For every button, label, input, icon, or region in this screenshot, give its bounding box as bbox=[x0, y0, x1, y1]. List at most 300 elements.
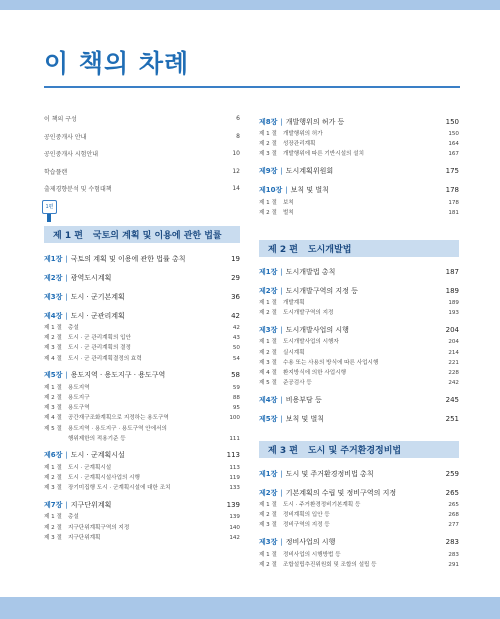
chapter-separator: | bbox=[285, 186, 288, 195]
chapter-number: 제4장 bbox=[259, 395, 278, 404]
front-matter-page: 10 bbox=[232, 150, 240, 158]
section-heading bbox=[44, 413, 169, 423]
chapter-heading bbox=[44, 311, 125, 321]
chapter-title: 광역도시계획 bbox=[70, 273, 112, 282]
chapter-title: 도시개발구역의 지정 등 bbox=[285, 286, 358, 295]
section-row bbox=[44, 413, 240, 423]
section-page: 100 bbox=[229, 415, 240, 422]
section-number: 제 3 절 bbox=[259, 151, 277, 158]
section-page: 167 bbox=[448, 151, 459, 158]
front-matter-page: 14 bbox=[232, 185, 240, 193]
chapter-number: 제2장 bbox=[259, 286, 278, 295]
chapter-heading bbox=[259, 166, 333, 176]
chapter-row bbox=[259, 392, 459, 407]
section-title: 도시 · 주거환경정비기본계획 등 bbox=[283, 502, 361, 508]
front-matter-label: 학습플랜 bbox=[44, 168, 68, 176]
section-heading bbox=[44, 424, 167, 434]
chapter-number: 제4장 bbox=[44, 311, 63, 320]
section-heading bbox=[259, 337, 339, 347]
chapter-row bbox=[259, 535, 459, 550]
section-page: 283 bbox=[448, 551, 459, 558]
chapter-title: 비용부담 등 bbox=[285, 395, 322, 404]
section-title: 지구단위계획 bbox=[68, 534, 101, 541]
section-number: 제 1 절 bbox=[259, 339, 277, 346]
chapter-title: 용도지역 · 용도지구 · 용도구역 bbox=[70, 371, 166, 380]
section-page: 204 bbox=[448, 339, 459, 346]
section-number: 제 2 절 bbox=[44, 335, 62, 342]
section-heading bbox=[259, 500, 360, 510]
section-title: 총설 bbox=[68, 514, 79, 521]
section-title: 도시개발구역의 지정 bbox=[283, 310, 334, 317]
section-page: 119 bbox=[229, 475, 240, 482]
section-row bbox=[259, 149, 459, 159]
section-heading bbox=[259, 560, 377, 570]
section-title: 개발계획 bbox=[283, 300, 305, 306]
section-page: 189 bbox=[448, 300, 459, 306]
section-number: 제 2 절 bbox=[44, 394, 62, 401]
front-matter-item bbox=[44, 110, 240, 128]
section-number: 제 4 절 bbox=[44, 355, 62, 362]
chapter-gap bbox=[259, 570, 459, 574]
section-title: 도시 · 군 관리계획의 입안 bbox=[68, 335, 131, 342]
chapter-number: 제5장 bbox=[259, 414, 278, 423]
chapter-heading bbox=[44, 370, 165, 380]
chapter-separator: | bbox=[65, 500, 68, 509]
section-title: 도시 · 군 관리계획결정의 효력 bbox=[68, 355, 142, 362]
section-title: 도시 · 군 관리계획의 결정 bbox=[68, 345, 131, 352]
section-number: 제 4 절 bbox=[259, 369, 277, 376]
section-number: 제 2 절 bbox=[259, 141, 277, 148]
section-heading bbox=[259, 308, 333, 318]
chapter-page: 251 bbox=[445, 414, 459, 423]
section-heading bbox=[44, 512, 79, 522]
chapter-row bbox=[44, 368, 240, 383]
chapter-page: 178 bbox=[445, 186, 459, 195]
chapter-page: 187 bbox=[445, 267, 459, 276]
chapter-page: 42 bbox=[231, 311, 240, 320]
chapter-page: 175 bbox=[445, 167, 459, 176]
chapter-heading bbox=[259, 414, 324, 424]
chapter-heading bbox=[259, 185, 329, 195]
section-heading bbox=[259, 208, 294, 218]
section-heading bbox=[259, 510, 330, 520]
section-row bbox=[44, 323, 240, 333]
section-heading bbox=[44, 323, 79, 333]
chapter-row bbox=[44, 270, 240, 285]
chapter-separator: | bbox=[280, 117, 283, 126]
chapter-heading bbox=[259, 469, 374, 479]
top-decor-band bbox=[0, 0, 500, 10]
part-1-chapters bbox=[44, 251, 240, 547]
chapter-separator: | bbox=[280, 469, 283, 478]
section-heading bbox=[259, 129, 323, 139]
section-number: 제 3 절 bbox=[259, 522, 277, 529]
chapter-page: 36 bbox=[231, 292, 240, 301]
part-2-chapters bbox=[259, 264, 459, 430]
section-page: 277 bbox=[448, 522, 459, 529]
chapter-heading bbox=[259, 488, 396, 498]
section-row bbox=[259, 500, 459, 510]
chapter-separator: | bbox=[280, 167, 283, 176]
section-heading bbox=[259, 368, 346, 378]
section-page: 142 bbox=[229, 534, 240, 541]
section-page: 43 bbox=[232, 335, 240, 342]
section-row bbox=[259, 520, 459, 530]
chapter-title: 지구단위계획 bbox=[70, 500, 112, 509]
front-matter-label: 출제경향분석 및 수험대책 bbox=[44, 186, 112, 194]
chapter-number: 제8장 bbox=[259, 117, 278, 126]
chapter-row bbox=[259, 183, 459, 198]
chapter-title: 도시계획위원회 bbox=[285, 167, 334, 176]
chapter-separator: | bbox=[280, 395, 283, 404]
section-heading bbox=[259, 198, 294, 208]
section-row bbox=[259, 308, 459, 318]
section-title: 개발행위에 따른 기반시설의 설치 bbox=[283, 151, 364, 158]
section-title: 총설 bbox=[68, 325, 79, 331]
front-matter-item bbox=[44, 145, 240, 163]
section-number: 제 1 절 bbox=[259, 551, 277, 558]
chapter-heading bbox=[44, 292, 125, 302]
chapter-title: 도시개발사업의 시행 bbox=[285, 325, 349, 334]
chapter-gap bbox=[44, 543, 240, 547]
section-row bbox=[259, 368, 459, 378]
section-page: 221 bbox=[448, 359, 459, 366]
chapter-separator: | bbox=[280, 267, 283, 276]
section-number: 제 2 절 bbox=[259, 209, 277, 216]
section-row bbox=[44, 473, 240, 483]
part-3-chapters bbox=[259, 466, 459, 574]
section-page: 139 bbox=[229, 514, 240, 521]
front-matter-label: 공인중개사 안내 bbox=[44, 133, 87, 141]
chapter-heading bbox=[259, 286, 358, 296]
page-title: 이 책의 차례 bbox=[44, 49, 190, 78]
chapter-number: 제3장 bbox=[44, 292, 63, 301]
chapter-title: 도시개발법 총칙 bbox=[285, 267, 336, 276]
section-title: 장기미집행 도시 · 군계획시설에 대한 조치 bbox=[68, 485, 171, 492]
chapter-heading bbox=[259, 395, 322, 405]
section-heading bbox=[259, 520, 330, 530]
part-number: 제 1 편 bbox=[53, 231, 83, 241]
section-number: 제 1 절 bbox=[259, 502, 277, 508]
chapter-title: 도시 · 군관리계획 bbox=[70, 311, 125, 320]
chapter-page: 58 bbox=[231, 371, 240, 380]
section-page: 214 bbox=[448, 349, 459, 356]
part-badge: 1편 bbox=[42, 200, 57, 214]
section-title: 실시계획 bbox=[283, 349, 305, 356]
section-row bbox=[259, 198, 459, 208]
section-title: 지구단위계획구역의 지정 bbox=[68, 524, 130, 531]
chapter-row bbox=[259, 322, 459, 337]
section-row bbox=[44, 383, 240, 393]
section-title: 환지방식에 의한 사업시행 bbox=[283, 369, 346, 376]
chapter-number: 제9장 bbox=[259, 167, 278, 176]
chapter-separator: | bbox=[65, 371, 68, 380]
chapter-number: 제5장 bbox=[44, 371, 63, 380]
chapter-heading bbox=[259, 117, 344, 127]
section-heading bbox=[44, 343, 131, 353]
section-heading bbox=[44, 523, 129, 533]
chapter-heading bbox=[44, 450, 125, 460]
front-matter-page: 12 bbox=[232, 167, 240, 175]
section-number: 제 3 절 bbox=[44, 485, 62, 492]
chapter-number: 제6장 bbox=[44, 451, 63, 460]
section-number: 제 3 절 bbox=[44, 534, 62, 541]
chapter-row bbox=[259, 283, 459, 298]
section-page: 150 bbox=[448, 131, 459, 137]
section-title: 벌칙 bbox=[283, 209, 294, 216]
part-title: 도시개발법 bbox=[307, 245, 352, 255]
front-matter-item bbox=[44, 128, 240, 146]
section-row bbox=[44, 523, 240, 533]
section-title: 용도구역 bbox=[68, 405, 90, 412]
title-divider bbox=[44, 86, 460, 88]
section-page: 242 bbox=[448, 380, 459, 387]
section-page: 50 bbox=[232, 345, 240, 352]
section-number: 제 1 절 bbox=[259, 300, 277, 306]
chapter-number: 제2장 bbox=[44, 273, 63, 282]
section-number: 제 2 절 bbox=[259, 561, 277, 568]
section-number: 제 1 절 bbox=[259, 131, 277, 137]
section-heading bbox=[44, 434, 126, 444]
chapter-heading bbox=[259, 325, 349, 335]
part-1-chapters-continued bbox=[259, 114, 459, 222]
chapter-title: 기본계획의 수립 및 정비구역의 지정 bbox=[285, 488, 397, 497]
section-number: 제 5 절 bbox=[259, 380, 277, 387]
section-row bbox=[44, 483, 240, 493]
section-row bbox=[44, 393, 240, 403]
chapter-page: 150 bbox=[445, 117, 459, 126]
section-number: 제 5 절 bbox=[44, 425, 62, 432]
part-1-heading bbox=[44, 226, 240, 243]
section-heading bbox=[44, 354, 142, 364]
section-row bbox=[259, 560, 459, 570]
part-title: 도시 및 주거환경정비법 bbox=[307, 446, 402, 456]
section-number: 제 4 절 bbox=[44, 415, 62, 422]
chapter-number: 제7장 bbox=[44, 500, 63, 509]
chapter-title: 정비사업의 시행 bbox=[285, 538, 336, 547]
section-row bbox=[259, 358, 459, 368]
chapter-title: 도시 및 주거환경정비법 총칙 bbox=[285, 469, 374, 478]
section-row bbox=[259, 378, 459, 388]
section-row bbox=[259, 550, 459, 560]
chapter-row bbox=[44, 497, 240, 512]
section-heading bbox=[259, 149, 364, 159]
section-number: 제 1 절 bbox=[259, 199, 277, 206]
section-row bbox=[44, 333, 240, 343]
chapter-number: 제10장 bbox=[259, 186, 283, 195]
front-matter-item bbox=[44, 163, 240, 181]
section-number: 제 1 절 bbox=[44, 384, 62, 391]
section-row bbox=[44, 434, 240, 444]
section-number: 제 1 절 bbox=[44, 325, 62, 331]
section-title: 용도지역 bbox=[68, 384, 90, 391]
part-badge-tail bbox=[47, 214, 51, 222]
chapter-separator: | bbox=[65, 451, 68, 460]
chapter-separator: | bbox=[65, 311, 68, 320]
section-heading bbox=[44, 483, 171, 493]
section-page: 193 bbox=[448, 310, 459, 317]
section-title: 도시개발사업의 시행자 bbox=[283, 339, 339, 346]
front-matter-page: 8 bbox=[236, 132, 240, 140]
section-title: 보칙 bbox=[283, 199, 294, 206]
part-title: 국토의 계획 및 이용에 관한 법률 bbox=[92, 231, 222, 241]
section-heading bbox=[259, 358, 378, 368]
chapter-separator: | bbox=[280, 538, 283, 547]
chapter-title: 개발행위의 허가 등 bbox=[285, 117, 345, 126]
chapter-page: 265 bbox=[445, 488, 459, 497]
section-title: 준공검사 등 bbox=[283, 380, 312, 387]
section-number: 제 2 절 bbox=[259, 512, 277, 519]
front-matter-label: 이 책의 구성 bbox=[44, 116, 77, 124]
section-title: 용도지역 · 용도지구 · 용도구역 안에서의 bbox=[68, 425, 167, 432]
chapter-number: 제3장 bbox=[259, 325, 278, 334]
section-page: 133 bbox=[229, 485, 240, 492]
section-page: 291 bbox=[448, 561, 459, 568]
front-matter-list bbox=[44, 110, 240, 198]
section-number: 제 2 절 bbox=[44, 475, 62, 482]
section-row bbox=[44, 533, 240, 543]
chapter-page: 283 bbox=[445, 538, 459, 547]
section-heading bbox=[259, 298, 305, 308]
chapter-number: 제1장 bbox=[259, 267, 278, 276]
chapter-row bbox=[259, 411, 459, 426]
chapter-title: 도시 · 군기본계획 bbox=[70, 292, 125, 301]
section-page: 268 bbox=[448, 512, 459, 519]
chapter-page: 259 bbox=[445, 469, 459, 478]
section-heading bbox=[44, 393, 90, 403]
section-number: 제 2 절 bbox=[259, 349, 277, 356]
section-title: 정비구역의 지정 등 bbox=[283, 522, 330, 529]
section-heading bbox=[259, 139, 315, 149]
section-title: 조합설립추진위원회 및 조합의 설립 등 bbox=[283, 561, 377, 568]
section-title: 용도지구 bbox=[68, 394, 90, 401]
section-title: 정비사업의 시행방법 등 bbox=[283, 551, 341, 558]
section-title: 행위제한의 적용기준 등 bbox=[68, 435, 126, 442]
chapter-row bbox=[44, 308, 240, 323]
bottom-decor-band bbox=[0, 597, 500, 619]
section-page: 265 bbox=[448, 502, 459, 508]
section-page: 88 bbox=[232, 394, 240, 401]
chapter-page: 19 bbox=[231, 254, 240, 263]
chapter-number: 제3장 bbox=[259, 538, 278, 547]
section-row bbox=[44, 354, 240, 364]
section-page: 228 bbox=[448, 369, 459, 376]
section-page: 181 bbox=[448, 209, 459, 216]
chapter-separator: | bbox=[280, 286, 283, 295]
chapter-row bbox=[259, 485, 459, 500]
part-3-heading bbox=[259, 441, 459, 458]
section-row bbox=[259, 510, 459, 520]
section-number: 제 3 절 bbox=[44, 345, 62, 352]
chapter-title: 보칙 및 벌칙 bbox=[285, 414, 325, 423]
chapter-separator: | bbox=[280, 414, 283, 423]
section-page: 164 bbox=[448, 141, 459, 148]
chapter-separator: | bbox=[65, 273, 68, 282]
section-page: 59 bbox=[232, 384, 240, 391]
section-page: 54 bbox=[232, 355, 240, 362]
chapter-separator: | bbox=[280, 488, 283, 497]
section-number: 제 3 절 bbox=[44, 405, 62, 412]
chapter-row bbox=[44, 448, 240, 463]
chapter-page: 245 bbox=[445, 395, 459, 404]
section-page: 178 bbox=[448, 199, 459, 206]
chapter-gap bbox=[259, 218, 459, 222]
section-heading bbox=[44, 533, 100, 543]
section-heading bbox=[259, 550, 341, 560]
section-page: 113 bbox=[229, 464, 240, 471]
section-row bbox=[259, 129, 459, 139]
chapter-page: 113 bbox=[226, 451, 240, 460]
section-row bbox=[259, 348, 459, 358]
section-row bbox=[259, 298, 459, 308]
front-matter-page: 6 bbox=[236, 115, 240, 123]
chapter-page: 29 bbox=[231, 273, 240, 282]
section-row bbox=[44, 343, 240, 353]
chapter-row bbox=[44, 289, 240, 304]
section-row bbox=[44, 403, 240, 413]
chapter-number: 제1장 bbox=[259, 469, 278, 478]
section-title: 정비계획의 입안 등 bbox=[283, 512, 330, 519]
chapter-row bbox=[259, 164, 459, 179]
section-title: 도시 · 군계획시설 bbox=[68, 464, 112, 471]
section-heading bbox=[259, 348, 305, 358]
section-heading bbox=[44, 333, 131, 343]
chapter-separator: | bbox=[65, 254, 68, 263]
chapter-page: 189 bbox=[445, 286, 459, 295]
section-page: 42 bbox=[232, 325, 240, 331]
chapter-row bbox=[259, 264, 459, 279]
chapter-row bbox=[259, 114, 459, 129]
front-matter-item bbox=[44, 180, 240, 198]
section-row bbox=[259, 208, 459, 218]
chapter-title: 보칙 및 벌칙 bbox=[290, 186, 329, 195]
chapter-number: 제2장 bbox=[259, 488, 278, 497]
section-number: 제 1 절 bbox=[44, 514, 62, 521]
section-row bbox=[259, 337, 459, 347]
chapter-row bbox=[259, 466, 459, 481]
chapter-title: 도시 · 군계획시설 bbox=[70, 451, 125, 460]
chapter-heading bbox=[44, 500, 111, 510]
section-number: 제 1 절 bbox=[44, 464, 62, 471]
section-number: 제 2 절 bbox=[44, 524, 62, 531]
section-heading bbox=[44, 463, 111, 473]
chapter-heading bbox=[44, 254, 186, 264]
section-row bbox=[44, 424, 240, 434]
chapter-separator: | bbox=[65, 292, 68, 301]
chapter-gap bbox=[259, 426, 459, 430]
section-page: 95 bbox=[232, 405, 240, 412]
section-heading bbox=[259, 378, 312, 388]
section-heading bbox=[44, 403, 90, 413]
section-title: 공간재구조화계획으로 지정하는 용도구역 bbox=[68, 415, 169, 422]
section-title: 개발행위의 허가 bbox=[283, 131, 323, 137]
section-row bbox=[259, 139, 459, 149]
section-title: 수용 또는 사용의 방식에 따른 사업시행 bbox=[283, 359, 379, 366]
section-page: 140 bbox=[229, 524, 240, 531]
front-matter-label: 공인중개사 시험안내 bbox=[44, 151, 99, 159]
part-number: 제 3 편 bbox=[268, 446, 298, 456]
part-number: 제 2 편 bbox=[268, 245, 298, 255]
section-row bbox=[44, 463, 240, 473]
chapter-page: 139 bbox=[226, 500, 240, 509]
section-row bbox=[44, 512, 240, 522]
section-number bbox=[44, 434, 68, 444]
part-2-heading bbox=[259, 240, 459, 257]
section-number: 제 3 절 bbox=[259, 359, 277, 366]
chapter-heading bbox=[44, 273, 111, 283]
chapter-heading bbox=[259, 537, 335, 547]
section-number: 제 2 절 bbox=[259, 310, 277, 317]
